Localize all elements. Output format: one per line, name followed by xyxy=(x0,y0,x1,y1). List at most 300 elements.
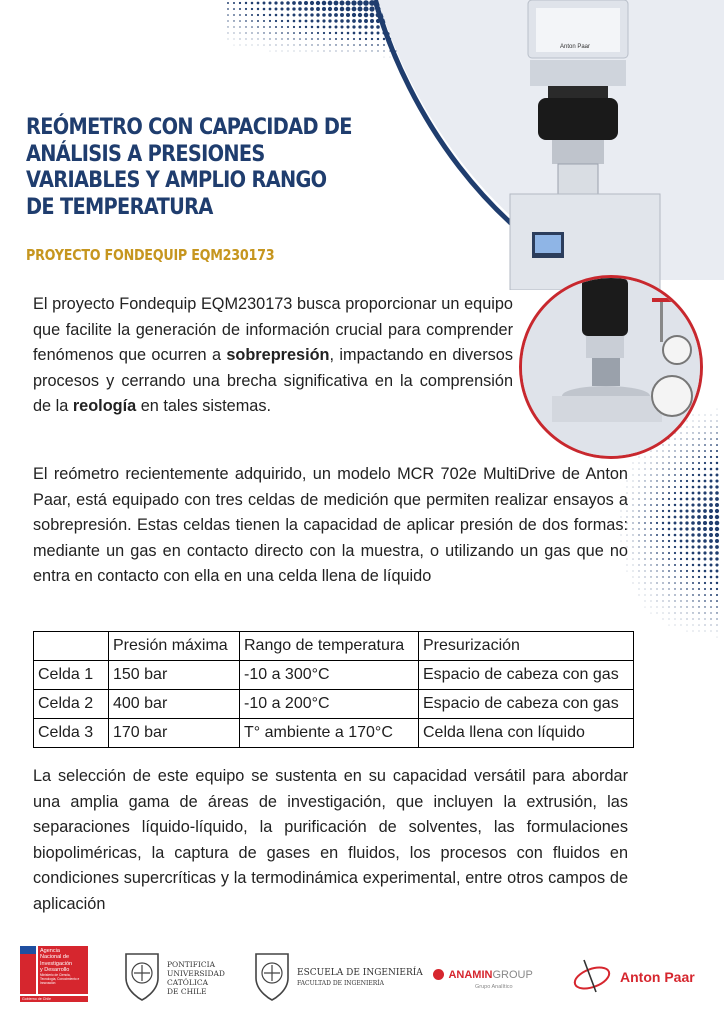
halftone-dot xyxy=(698,576,700,578)
halftone-dot xyxy=(703,515,707,519)
halftone-dot xyxy=(287,20,289,22)
halftone-dot xyxy=(675,613,676,614)
halftone-dot xyxy=(698,432,699,433)
halftone-dot xyxy=(686,570,688,572)
halftone-dot xyxy=(352,7,357,12)
halftone-dot xyxy=(709,539,713,543)
halftone-dot xyxy=(359,50,360,51)
page-title: REÓMETRO CON CAPACIDAD DE ANÁLISIS A PRESIONES VARIABLES Y AMPLIO RANGO DE TEMPERATURA xyxy=(26,114,352,220)
halftone-dot xyxy=(680,462,682,464)
halftone-dot xyxy=(680,474,682,476)
halftone-dot xyxy=(697,539,700,542)
halftone-dot xyxy=(715,491,719,495)
halftone-dot xyxy=(716,582,718,584)
halftone-dot xyxy=(705,625,706,626)
table-cell: Espacio de cabeza con gas xyxy=(419,690,634,719)
halftone-dot xyxy=(287,14,290,17)
table-cell: -10 a 200°C xyxy=(240,690,419,719)
halftone-dot xyxy=(346,19,350,23)
halftone-dot xyxy=(687,631,688,632)
halftone-dot xyxy=(292,1,296,5)
halftone-dot xyxy=(251,2,254,5)
halftone-dot xyxy=(329,38,331,40)
halftone-dot xyxy=(245,14,247,16)
halftone-dot xyxy=(668,552,670,554)
halftone-dot xyxy=(716,594,718,596)
halftone-dot xyxy=(633,469,634,470)
halftone-dot xyxy=(705,415,706,416)
halftone-dot xyxy=(341,32,343,34)
halftone-dot xyxy=(233,2,235,4)
halftone-dot xyxy=(632,528,633,529)
halftone-dot xyxy=(656,558,658,560)
halftone-dot xyxy=(715,527,719,531)
table-header-cell: Rango de temperatura xyxy=(240,632,419,661)
halftone-dot xyxy=(347,32,350,35)
halftone-dot xyxy=(269,14,271,16)
halftone-dot xyxy=(335,26,338,29)
halftone-dot xyxy=(692,450,694,452)
halftone-dot xyxy=(686,576,688,578)
halftone-dot xyxy=(280,1,283,4)
anamin-logo xyxy=(433,966,548,990)
halftone-dot xyxy=(364,13,368,17)
halftone-dot xyxy=(656,576,657,577)
halftone-dot xyxy=(299,26,301,28)
halftone-dot xyxy=(704,600,706,602)
bold-term-reologia: reología xyxy=(72,397,137,416)
halftone-dot xyxy=(293,26,295,28)
halftone-dot xyxy=(716,600,718,602)
halftone-dot xyxy=(346,13,350,17)
halftone-dot xyxy=(710,462,712,464)
halftone-dot xyxy=(638,528,639,529)
halftone-dot xyxy=(698,588,700,590)
halftone-dot xyxy=(715,539,719,543)
escuela-line: ESCUELA DE INGENIERÍA xyxy=(297,968,423,978)
halftone-dot xyxy=(280,7,283,10)
halftone-dot xyxy=(638,492,639,493)
halftone-dot xyxy=(674,576,676,578)
halftone-dot xyxy=(656,456,657,457)
halftone-dot xyxy=(257,14,259,16)
halftone-dot xyxy=(639,463,640,464)
halftone-dot xyxy=(687,619,688,620)
halftone-dot xyxy=(716,606,718,608)
halftone-dot xyxy=(353,44,355,46)
halftone-dot xyxy=(686,432,687,433)
halftone-dot xyxy=(662,492,664,494)
halftone-dot xyxy=(704,480,707,483)
halftone-dot xyxy=(698,480,701,483)
halftone-dot xyxy=(645,469,646,470)
halftone-dot xyxy=(305,44,306,45)
footer-logos xyxy=(0,940,724,1020)
halftone-dot xyxy=(246,45,247,46)
halftone-dot xyxy=(644,510,646,512)
halftone-dot xyxy=(709,521,713,525)
table-cell: 400 bar xyxy=(109,690,240,719)
table-cell: 170 bar xyxy=(109,719,240,748)
halftone-dot xyxy=(358,25,361,28)
halftone-dot xyxy=(717,409,718,410)
halftone-dot xyxy=(680,582,682,584)
halftone-dot xyxy=(698,564,701,567)
halftone-dot xyxy=(650,564,651,565)
halftone-dot xyxy=(650,492,651,493)
halftone-dot xyxy=(692,444,693,445)
halftone-dot xyxy=(633,577,634,578)
halftone-dot xyxy=(710,606,712,608)
halftone-dot xyxy=(269,8,272,11)
halftone-dot xyxy=(710,480,713,483)
halftone-dot xyxy=(691,533,694,536)
halftone-dot xyxy=(710,588,712,590)
halftone-dot xyxy=(353,38,355,40)
halftone-dot xyxy=(685,509,688,512)
halftone-dot xyxy=(698,468,700,470)
halftone-dot xyxy=(704,588,706,590)
halftone-dot xyxy=(263,38,264,39)
halftone-dot xyxy=(310,13,313,16)
anid-logo xyxy=(20,946,90,1012)
halftone-dot xyxy=(662,576,663,577)
halftone-dot xyxy=(639,595,640,596)
halftone-dot xyxy=(329,32,331,34)
halftone-dot xyxy=(239,26,240,27)
halftone-dot xyxy=(656,588,657,589)
halftone-dot xyxy=(287,32,289,34)
halftone-dot xyxy=(692,594,694,596)
halftone-dot xyxy=(656,492,658,494)
halftone-dot xyxy=(680,480,682,482)
halftone-dot xyxy=(329,44,330,45)
halftone-dot xyxy=(287,26,289,28)
halftone-dot xyxy=(668,510,670,512)
halftone-dot xyxy=(693,427,694,428)
halftone-dot xyxy=(329,26,332,29)
halftone-dot xyxy=(227,20,228,21)
halftone-dot xyxy=(257,2,260,5)
halftone-dot xyxy=(687,427,688,428)
halftone-dot xyxy=(656,504,658,506)
halftone-dot xyxy=(638,552,639,553)
halftone-dot xyxy=(656,498,658,500)
halftone-dot xyxy=(716,450,718,452)
halftone-dot xyxy=(639,457,640,458)
halftone-dot xyxy=(674,444,675,445)
bold-term-sobrepresion: sobrepresión xyxy=(226,346,330,365)
halftone-dot xyxy=(680,564,682,566)
halftone-dot xyxy=(644,558,645,559)
halftone-dot xyxy=(270,45,271,46)
halftone-dot xyxy=(294,51,295,52)
halftone-dot xyxy=(680,516,683,519)
table-header-cell: Presurización xyxy=(419,632,634,661)
halftone-dot xyxy=(674,468,676,470)
halftone-dot xyxy=(692,600,693,601)
halftone-dot xyxy=(645,583,646,584)
halftone-dot xyxy=(699,631,700,632)
halftone-dot xyxy=(697,497,700,500)
halftone-dot xyxy=(650,510,652,512)
halftone-dot xyxy=(269,20,271,22)
halftone-dot xyxy=(698,600,700,602)
halftone-dot xyxy=(632,504,633,505)
halftone-dot xyxy=(710,474,713,477)
halftone-dot xyxy=(650,486,651,487)
halftone-dot xyxy=(703,551,706,554)
halftone-dot xyxy=(656,564,657,565)
halftone-dot xyxy=(351,0,356,5)
halftone-dot xyxy=(281,20,283,22)
halftone-dot xyxy=(715,551,719,555)
halftone-dot xyxy=(341,44,342,45)
halftone-dot xyxy=(311,20,314,23)
intro-paragraph xyxy=(33,292,513,420)
halftone-dot xyxy=(662,462,663,463)
halftone-dot xyxy=(357,0,362,5)
halftone-dot xyxy=(668,546,670,548)
halftone-dot xyxy=(240,39,241,40)
halftone-dot xyxy=(651,595,652,596)
halftone-dot xyxy=(644,546,645,547)
halftone-dot xyxy=(669,613,670,614)
halftone-dot xyxy=(304,1,308,5)
halftone-dot xyxy=(686,438,687,439)
halftone-dot xyxy=(657,595,658,596)
anamin-icon xyxy=(433,969,444,980)
halftone-dot xyxy=(716,624,717,625)
halftone-dot xyxy=(692,612,693,613)
table-cell: 150 bar xyxy=(109,661,240,690)
halftone-dot xyxy=(275,32,277,34)
halftone-dot xyxy=(715,503,719,507)
halftone-dot xyxy=(340,19,343,22)
halftone-dot xyxy=(633,559,634,560)
halftone-dot xyxy=(663,607,664,608)
halftone-dot xyxy=(715,509,719,513)
halftone-dot xyxy=(233,8,235,10)
halftone-dot xyxy=(317,44,318,45)
halftone-dot xyxy=(293,38,294,39)
halftone-dot xyxy=(316,13,319,16)
halftone-dot xyxy=(705,631,706,632)
halftone-dot xyxy=(709,533,713,537)
halftone-dot xyxy=(645,589,646,590)
halftone-dot xyxy=(645,463,646,464)
halftone-dot xyxy=(311,38,313,40)
halftone-dot xyxy=(668,600,669,601)
halftone-dot xyxy=(674,594,675,595)
halftone-dot xyxy=(663,445,664,446)
halftone-dot xyxy=(324,51,325,52)
halftone-dot xyxy=(691,503,694,506)
halftone-dot xyxy=(644,522,646,524)
halftone-dot xyxy=(651,589,652,590)
halftone-dot xyxy=(662,522,664,524)
halftone-dot xyxy=(710,618,711,619)
puc-line: CATÓLICA xyxy=(167,978,208,987)
halftone-dot xyxy=(675,619,676,620)
halftone-dot xyxy=(715,485,718,488)
halftone-dot xyxy=(674,546,676,548)
halftone-dot xyxy=(709,509,713,513)
halftone-dot xyxy=(323,44,324,45)
halftone-dot xyxy=(703,527,707,531)
halftone-dot xyxy=(698,594,700,596)
halftone-dot xyxy=(275,38,276,39)
halftone-dot xyxy=(656,486,658,488)
halftone-dot xyxy=(662,474,664,476)
halftone-dot xyxy=(263,26,265,28)
halftone-dot xyxy=(245,20,247,22)
halftone-dot xyxy=(228,39,229,40)
halftone-dot xyxy=(347,38,349,40)
halftone-dot xyxy=(680,606,681,607)
halftone-dot xyxy=(710,576,713,579)
halftone-dot xyxy=(359,38,361,40)
halftone-dot xyxy=(342,51,343,52)
halftone-dot xyxy=(227,26,228,27)
table-cell: Celda 1 xyxy=(34,661,109,690)
halftone-dot xyxy=(299,38,301,40)
halftone-dot xyxy=(692,438,693,439)
puc-seal-icon xyxy=(120,948,164,1002)
halftone-dot xyxy=(674,504,676,506)
halftone-dot xyxy=(692,588,694,590)
halftone-dot xyxy=(710,438,712,440)
halftone-dot xyxy=(638,558,639,559)
anton-paar-name: Anton Paar xyxy=(620,969,695,985)
halftone-dot xyxy=(644,498,645,499)
halftone-dot xyxy=(686,540,689,543)
halftone-dot xyxy=(716,438,718,440)
halftone-dot xyxy=(692,480,694,482)
table-cell: -10 a 300°C xyxy=(240,661,419,690)
halftone-dot xyxy=(668,462,669,463)
halftone-dot xyxy=(668,540,670,542)
halftone-dot xyxy=(716,612,717,613)
halftone-dot xyxy=(680,528,683,531)
table-cell: Celda 2 xyxy=(34,690,109,719)
halftone-dot xyxy=(681,613,682,614)
halftone-dot xyxy=(633,487,634,488)
halftone-dot xyxy=(668,528,671,531)
halftone-dot xyxy=(299,44,300,45)
halftone-dot xyxy=(704,450,706,452)
halftone-dot xyxy=(638,522,639,523)
puc-name xyxy=(167,960,225,996)
halftone-dot xyxy=(340,7,344,11)
halftone-dot xyxy=(318,51,319,52)
halftone-dot xyxy=(716,456,718,458)
halftone-dot xyxy=(691,515,694,518)
anid-line: Agencia xyxy=(40,948,60,954)
halftone-dot xyxy=(680,558,682,560)
halftone-dot xyxy=(353,50,354,51)
halftone-dot xyxy=(292,7,295,10)
halftone-dot xyxy=(251,38,252,39)
halftone-dot xyxy=(674,582,676,584)
halftone-dot xyxy=(692,486,695,489)
intro-text-2: , impactando en diversos procesos y cerrando una brecha significativa en la comprensión de la xyxy=(33,346,513,416)
halftone-dot xyxy=(234,45,235,46)
halftone-dot xyxy=(363,6,368,11)
halftone-dot xyxy=(644,480,645,481)
halftone-dot xyxy=(251,32,252,33)
table-row xyxy=(34,690,634,719)
halftone-dot xyxy=(699,415,700,416)
halftone-dot xyxy=(334,1,339,6)
halftone-dot xyxy=(650,474,651,475)
halftone-dot xyxy=(638,534,639,535)
halftone-dot xyxy=(644,552,645,553)
halftone-dot xyxy=(650,576,651,577)
halftone-dot xyxy=(692,468,694,470)
halftone-dot xyxy=(698,612,699,613)
halftone-dot xyxy=(311,44,312,45)
halftone-dot xyxy=(662,528,664,530)
halftone-dot xyxy=(322,7,326,11)
halftone-dot xyxy=(686,558,688,560)
halftone-dot xyxy=(687,625,688,626)
halftone-dot xyxy=(668,468,670,470)
halftone-dot xyxy=(645,607,646,608)
puc-line: PONTIFICIA xyxy=(167,960,216,969)
halftone-dot xyxy=(650,582,651,583)
halftone-dot xyxy=(656,534,658,536)
halftone-dot xyxy=(227,14,229,16)
halftone-dot xyxy=(704,432,705,433)
halftone-dot xyxy=(697,503,700,506)
halftone-dot xyxy=(311,32,313,34)
halftone-dot xyxy=(227,8,229,10)
halftone-dot xyxy=(698,618,699,619)
halftone-dot xyxy=(638,546,639,547)
anid-line: Investigación xyxy=(40,960,73,967)
halftone-dot xyxy=(662,570,664,572)
halftone-dot xyxy=(668,516,671,519)
halftone-dot xyxy=(662,582,663,583)
escuela-name xyxy=(297,968,423,988)
halftone-dot xyxy=(251,26,253,28)
halftone-dot xyxy=(281,32,283,34)
halftone-dot xyxy=(668,570,670,572)
halftone-dot xyxy=(650,462,651,463)
halftone-dot xyxy=(632,510,633,511)
halftone-dot xyxy=(364,19,368,23)
halftone-dot xyxy=(686,450,688,452)
halftone-dot xyxy=(704,474,707,477)
halftone-dot xyxy=(669,625,670,626)
halftone-dot xyxy=(281,26,283,28)
halftone-dot xyxy=(704,618,705,619)
halftone-dot xyxy=(704,444,706,446)
halftone-dot xyxy=(686,600,687,601)
halftone-dot xyxy=(228,33,229,34)
halftone-dot xyxy=(711,421,712,422)
halftone-dot xyxy=(644,516,646,518)
halftone-dot xyxy=(359,32,362,35)
halftone-dot xyxy=(662,510,664,512)
halftone-dot xyxy=(245,8,247,10)
halftone-dot xyxy=(662,534,664,536)
halftone-dot xyxy=(650,546,652,548)
halftone-dot xyxy=(680,456,682,458)
halftone-dot xyxy=(633,547,634,548)
halftone-dot xyxy=(698,444,700,446)
